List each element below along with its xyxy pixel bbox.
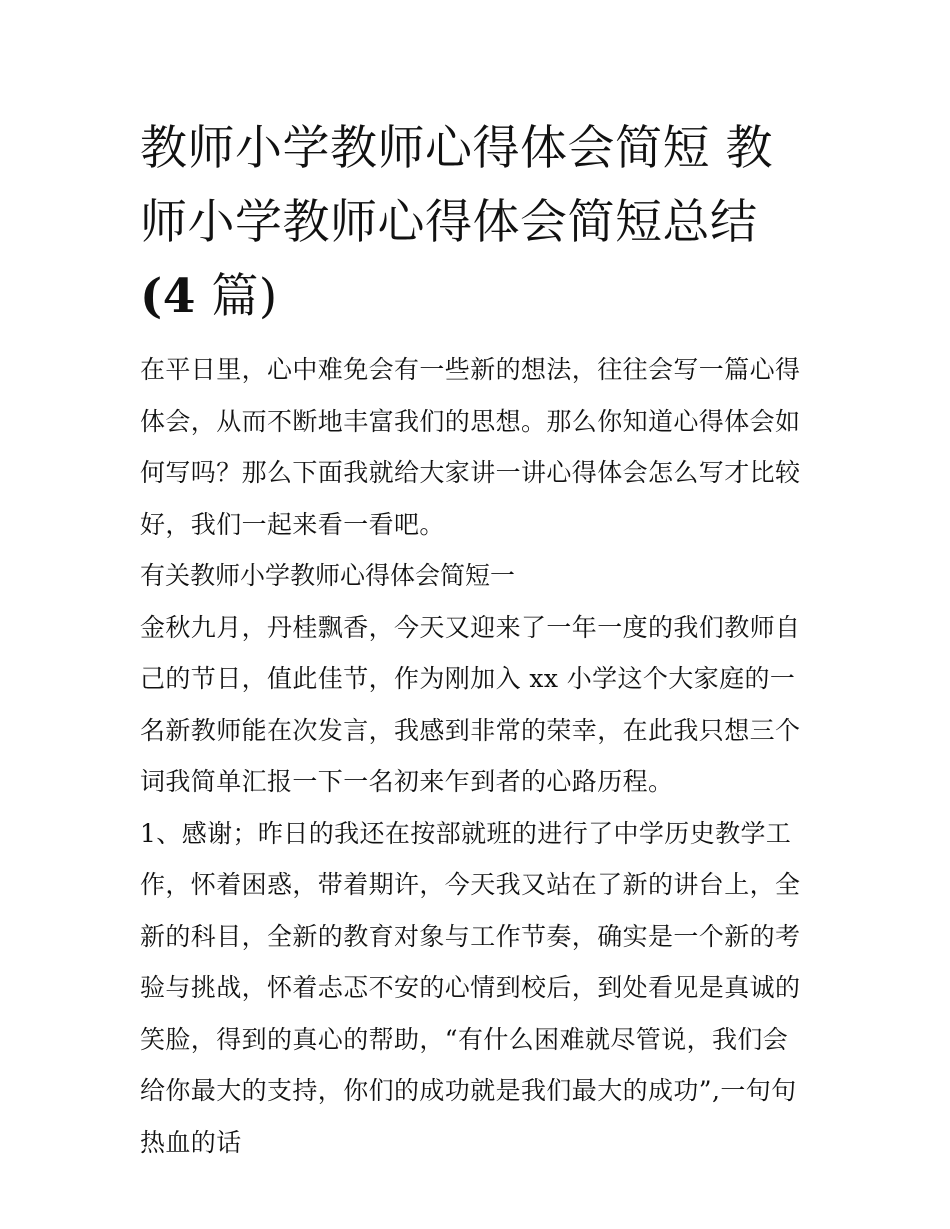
body-paragraph-1: 金秋九月，丹桂飘香，今天又迎来了一年一度的我们教师自己的节日，值此佳节，作为刚加入 xx 小学这个大家庭的一名新教师能在次发言，我感到非常的荣幸，在此我只想三个词我简单汇报一下一名初来乍到者的心路历程。 xyxy=(140,612,801,796)
document-page xyxy=(140,112,812,1168)
body-paragraph-2: 1、感谢；昨日的我还在按部就班的进行了中学历史教学工作，怀着困惑，带着期许，今天我又站在了新的讲台上，全新的科目，全新的教育对象与工作节奏，确实是一个新的考验与挑战，怀着忐忑不安的心情到校后，到处看见是真诚的笑脸，得到的真心的帮助，“有什么困难就尽管说，我们会给你最大的支持，你们的成功就是我们最大的成功”,一句句热血的话 xyxy=(140,818,801,1157)
title-line-2: 师小学教师心得体会简短总结 xyxy=(140,195,758,250)
title-count-suffix: 篇) xyxy=(195,269,278,324)
intro-paragraph: 在平日里，心中难免会有一些新的想法，往往会写一篇心得体会，从而不断地丰富我们的思想。那么你知道心得体会如何写吗？那么下面我就给大家讲一讲心得体会怎么写才比较好，我们一起来看一看吧。 xyxy=(140,355,801,539)
section-heading: 有关教师小学教师心得体会简短一 xyxy=(140,561,516,590)
document-title xyxy=(140,112,812,334)
title-count-number: (4 xyxy=(140,269,196,324)
title-line-1: 教师小学教师心得体会简短 教 xyxy=(140,121,773,176)
